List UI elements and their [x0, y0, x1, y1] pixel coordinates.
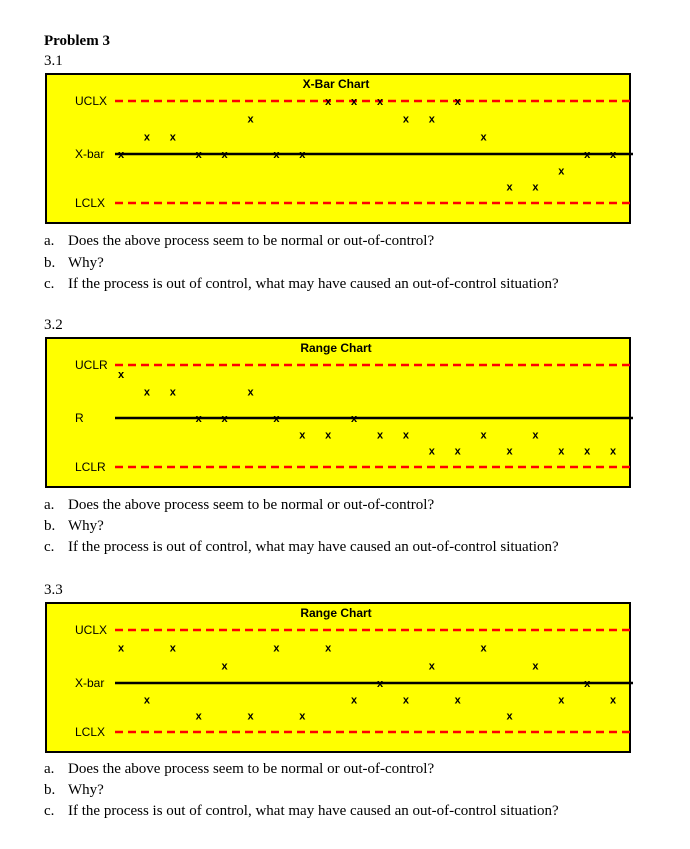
question-letter: b.: [44, 255, 56, 271]
question-letter: a.: [44, 233, 55, 249]
lower-limit-label: LCLR: [75, 460, 106, 474]
question-text: If the process is out of control, what may have caused an out-of-control situation?: [68, 539, 559, 555]
data-point-marker: x: [273, 413, 280, 425]
question-text: Does the above process seem to be normal or out-of-control?: [68, 497, 435, 513]
data-point-marker: x: [169, 131, 176, 144]
question-letter: c.: [44, 276, 55, 292]
data-point-marker: x: [532, 181, 539, 194]
data-point-marker: x: [480, 642, 487, 655]
section-label-3-2: 3.2: [44, 317, 63, 333]
question-c: [44, 276, 559, 293]
data-point-marker: x: [117, 149, 125, 161]
question-letter: b.: [44, 518, 56, 534]
data-point-marker: x: [558, 445, 565, 458]
data-point-marker: x: [247, 386, 254, 399]
question-b: [44, 255, 104, 272]
center-line-label: R: [75, 411, 84, 425]
data-point-marker: x: [428, 660, 435, 673]
question-b: [44, 782, 104, 799]
question-letter: c.: [44, 803, 55, 819]
data-point-marker: x: [247, 113, 254, 126]
data-point-marker: x: [480, 131, 487, 144]
question-a: [44, 233, 434, 250]
data-point-marker: x: [584, 149, 591, 161]
question-text: If the process is out of control, what may have caused an out-of-control situation?: [68, 803, 559, 819]
xbar-chart-svg: [47, 75, 633, 226]
data-point-marker: x: [351, 413, 358, 425]
data-point-marker: x: [195, 413, 202, 425]
data-point-marker: x: [325, 429, 332, 442]
data-point-marker: x: [299, 710, 306, 723]
range-chart-2-svg: [47, 604, 633, 755]
lower-limit-label: LCLX: [75, 725, 106, 739]
data-point-marker: x: [584, 445, 591, 458]
data-point-marker: x: [454, 694, 461, 707]
question-text: If the process is out of control, what may have caused an out-of-control situation?: [68, 276, 559, 292]
data-point-marker: x: [402, 113, 409, 126]
data-point-marker: x: [610, 694, 617, 707]
data-point-marker: x: [454, 96, 461, 108]
data-point-marker: x: [117, 642, 125, 655]
question-c: [44, 803, 559, 820]
section-label-3-1: 3.1: [44, 53, 63, 69]
upper-limit-label: UCLR: [75, 358, 108, 372]
range-chart-panel: [45, 337, 631, 488]
upper-limit-label: UCLX: [75, 94, 108, 108]
data-point-marker: x: [506, 181, 513, 194]
center-line-label: X-bar: [75, 147, 105, 161]
data-point-marker: x: [299, 149, 306, 161]
data-point-marker: x: [299, 429, 306, 442]
data-point-marker: x: [402, 429, 409, 442]
data-point-marker: x: [532, 660, 539, 673]
xbar-chart-panel: [45, 73, 631, 224]
data-point-marker: x: [454, 445, 461, 458]
data-point-marker: x: [351, 96, 358, 108]
data-point-marker: x: [558, 694, 565, 707]
center-line-label: X-bar: [75, 676, 105, 690]
data-point-marker: x: [610, 149, 617, 161]
data-point-marker: x: [325, 642, 332, 655]
data-point-marker: x: [376, 429, 384, 442]
data-point-marker: x: [351, 694, 358, 707]
data-point-marker: x: [506, 445, 513, 458]
data-point-marker: x: [273, 149, 280, 161]
data-point-marker: x: [169, 642, 176, 655]
data-point-marker: x: [143, 386, 150, 399]
question-b: [44, 518, 104, 535]
chart-title: Range Chart: [300, 606, 372, 620]
upper-limit-label: UCLX: [75, 623, 108, 637]
data-point-marker: x: [169, 386, 176, 399]
data-point-marker: x: [195, 149, 202, 161]
data-point-marker: x: [221, 149, 228, 161]
data-point-marker: x: [428, 445, 435, 458]
data-point-marker: x: [247, 710, 254, 723]
question-text: Does the above process seem to be normal or out-of-control?: [68, 761, 435, 777]
question-letter: b.: [44, 782, 56, 798]
data-point-marker: x: [325, 96, 332, 108]
data-point-marker: x: [506, 710, 513, 723]
problem-heading: Problem 3: [44, 33, 110, 49]
question-text: Why?: [68, 255, 104, 271]
question-c: [44, 539, 559, 556]
data-point-marker: x: [402, 694, 409, 707]
question-text: Why?: [68, 782, 104, 798]
data-point-marker: x: [480, 429, 487, 442]
question-a: [44, 761, 434, 778]
question-letter: a.: [44, 497, 55, 513]
data-point-marker: x: [610, 445, 617, 458]
data-point-marker: x: [143, 131, 150, 144]
data-point-marker: x: [584, 678, 591, 690]
range-chart-svg: [47, 339, 633, 490]
chart-title: Range Chart: [300, 341, 372, 355]
data-point-marker: x: [376, 678, 384, 690]
chart-title: X-Bar Chart: [302, 77, 370, 91]
question-a: [44, 497, 434, 514]
data-point-marker: x: [221, 660, 228, 673]
data-point-marker: x: [376, 96, 384, 108]
data-point-marker: x: [143, 694, 150, 707]
question-text: Why?: [68, 518, 104, 534]
section-label-3-3: 3.3: [44, 582, 63, 598]
range-chart-2-panel: [45, 602, 631, 753]
question-letter: a.: [44, 761, 55, 777]
data-point-marker: x: [195, 710, 202, 723]
data-point-marker: x: [221, 413, 228, 425]
data-point-marker: x: [273, 642, 280, 655]
data-point-marker: x: [558, 165, 565, 178]
question-letter: c.: [44, 539, 55, 555]
lower-limit-label: LCLX: [75, 196, 106, 210]
data-point-marker: x: [532, 429, 539, 442]
data-point-marker: x: [117, 368, 125, 381]
data-point-marker: x: [428, 113, 435, 126]
question-text: Does the above process seem to be normal or out-of-control?: [68, 233, 435, 249]
